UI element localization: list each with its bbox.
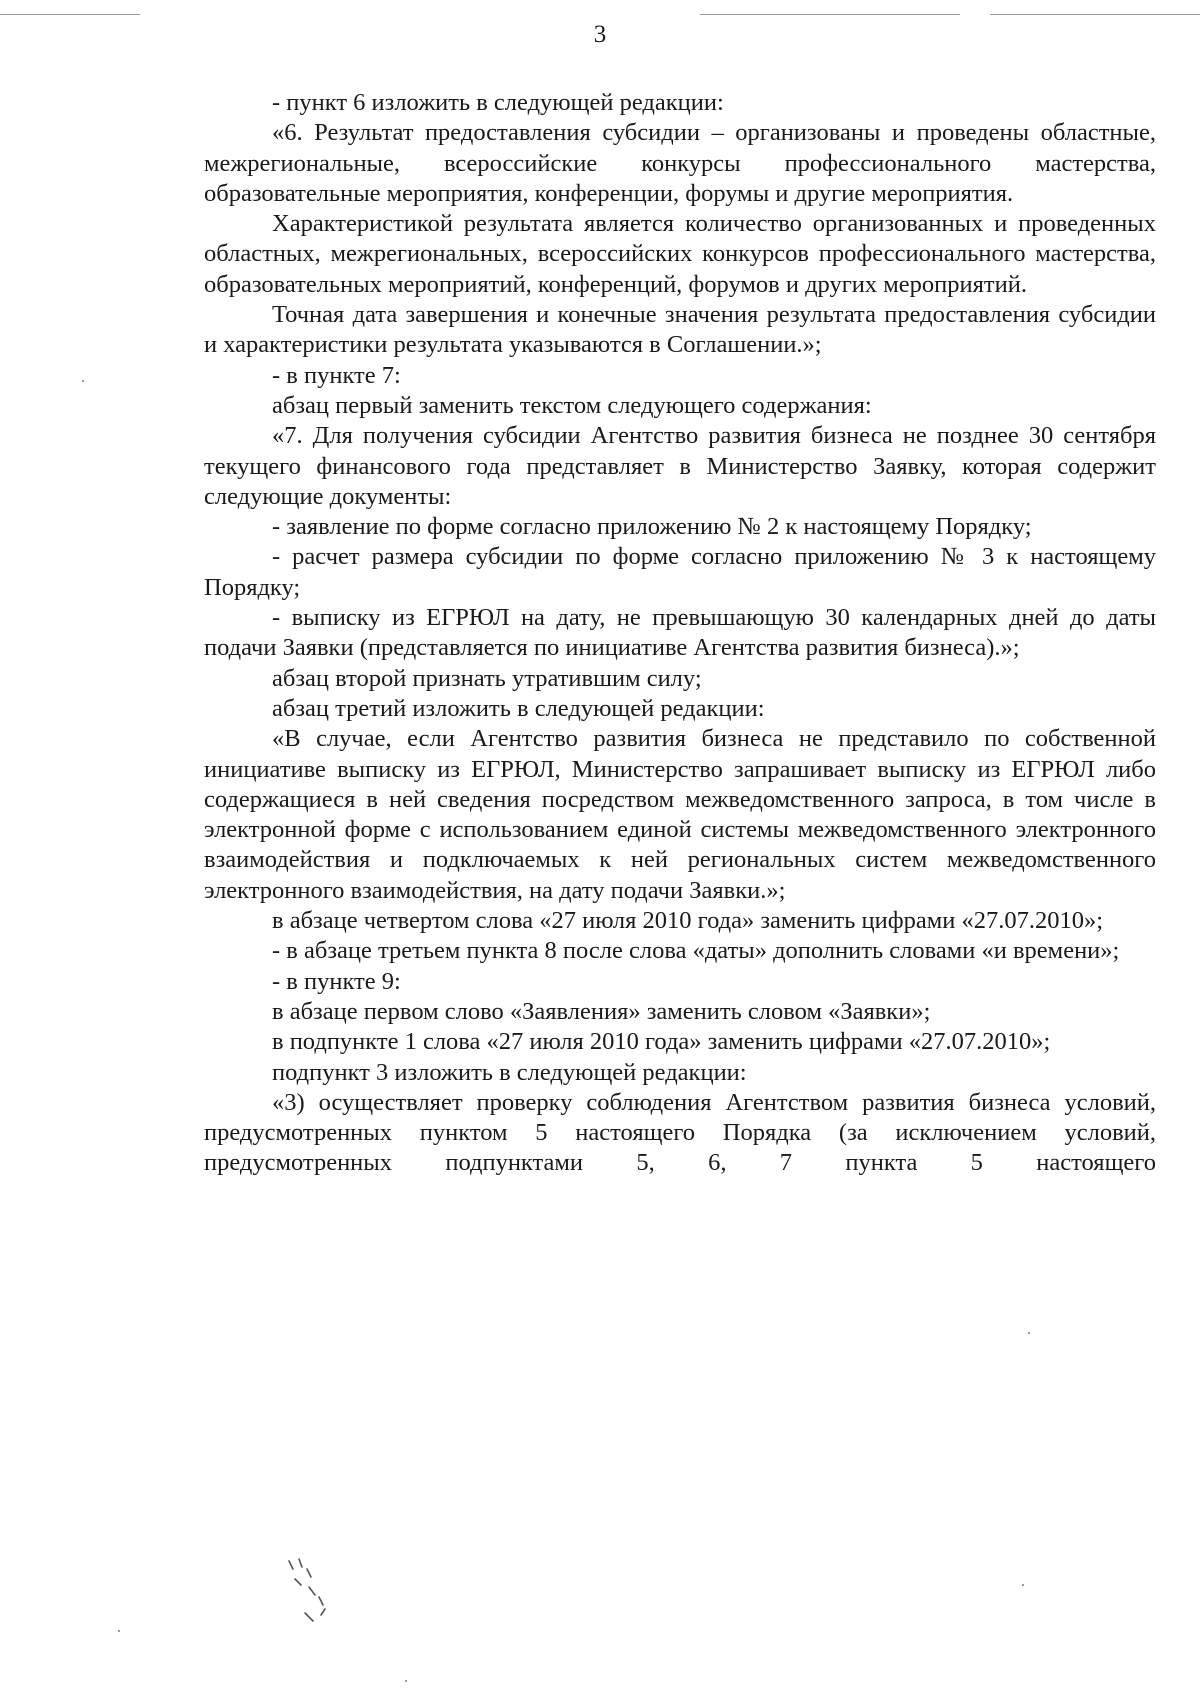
speck xyxy=(82,380,84,382)
paragraph: в подпункте 1 слова «27 июля 2010 года» заменить цифрами «27.07.2010»; xyxy=(272,1028,1051,1056)
paragraph: - заявление по форме согласно приложению № 2 к настоящему Порядку; xyxy=(272,513,1032,541)
paragraph: подпункт 3 изложить в следующей редакции: xyxy=(272,1058,747,1086)
paragraph: «В случае, если Агентство развития бизнеса не представило по собственной инициативе выписку из ЕГРЮЛ, Министерство запрашивает выписку из ЕГРЮЛ либо содержащиеся в ней сведения посредством межведомственного запроса, в том числе в электронной форме с использованием единой системы межведомственного электронного взаимодействия и подключаемых к ней региональных систем межведомственного электронного взаимодействия, на дату подачи Заявки.»; xyxy=(204,725,1156,904)
paragraph: «3) осуществляет проверку соблюдения Агентством развития бизнеса условий, предусмотренных пунктом 5 настоящего Порядка (за исключением условий, предусмотренных подпунктами 5, 6, 7 пункта 5 настоящего xyxy=(204,1088,1156,1177)
paragraph: - выписку из ЕГРЮЛ на дату, не превышающую 30 календарных дней до даты подачи Заявки (представляется по инициативе Агентства развития бизнеса).»; xyxy=(204,604,1156,662)
paragraph: - в пункте 7: xyxy=(272,361,401,389)
paragraph: в абзаце первом слово «Заявления» заменить словом «Заявки»; xyxy=(272,997,931,1025)
paragraph: Характеристикой результата является количество организованных и проведенных областных, межрегиональных, всероссийских конкурсов профессионального мастерства, образовательных мероприятий, конференций, форумов и других мероприятий. xyxy=(204,210,1156,298)
paragraph: Точная дата завершения и конечные значения результата предоставления субсидии и характеристики результата указываются в Соглашении.»; xyxy=(204,301,1156,359)
speck xyxy=(1028,1332,1030,1334)
paragraph: в абзаце четвертом слова «27 июля 2010 года» заменить цифрами «27.07.2010»; xyxy=(272,907,1104,935)
document-body xyxy=(204,88,1156,1179)
speck xyxy=(1022,1584,1024,1586)
speck xyxy=(118,1630,120,1632)
paragraph: - пункт 6 изложить в следующей редакции: xyxy=(272,89,724,116)
pen-mark-icon xyxy=(285,1555,375,1640)
paragraph: абзац третий изложить в следующей редакции: xyxy=(272,694,765,722)
scan-edge-right xyxy=(990,14,1200,15)
scan-edge-mid xyxy=(700,14,960,15)
paragraph: абзац первый заменить текстом следующего содержания: xyxy=(272,391,872,419)
page-number: 3 xyxy=(593,21,607,48)
paragraph: «6. Результат предоставления субсидии – организованы и проведены областные, межрегиональные, всероссийские конкурсы профессионального мастерства, образовательные мероприятия, конференции, форумы и другие мероприятия. xyxy=(204,119,1156,207)
paragraph: абзац второй признать утратившим силу; xyxy=(272,664,702,692)
paragraph: - в абзаце третьем пункта 8 после слова «даты» дополнить словами «и времени»; xyxy=(272,937,1120,965)
scan-edge-left xyxy=(0,14,140,15)
speck xyxy=(405,1680,407,1682)
paragraph: - в пункте 9: xyxy=(272,967,401,995)
paragraph: «7. Для получения субсидии Агентство развития бизнеса не позднее 30 сентября текущего финансового года представляет в Министерство Заявку, которая содержит следующие документы: xyxy=(204,422,1156,510)
paragraph: - расчет размера субсидии по форме согласно приложению № 3 к настоящему Порядку; xyxy=(204,543,1156,601)
